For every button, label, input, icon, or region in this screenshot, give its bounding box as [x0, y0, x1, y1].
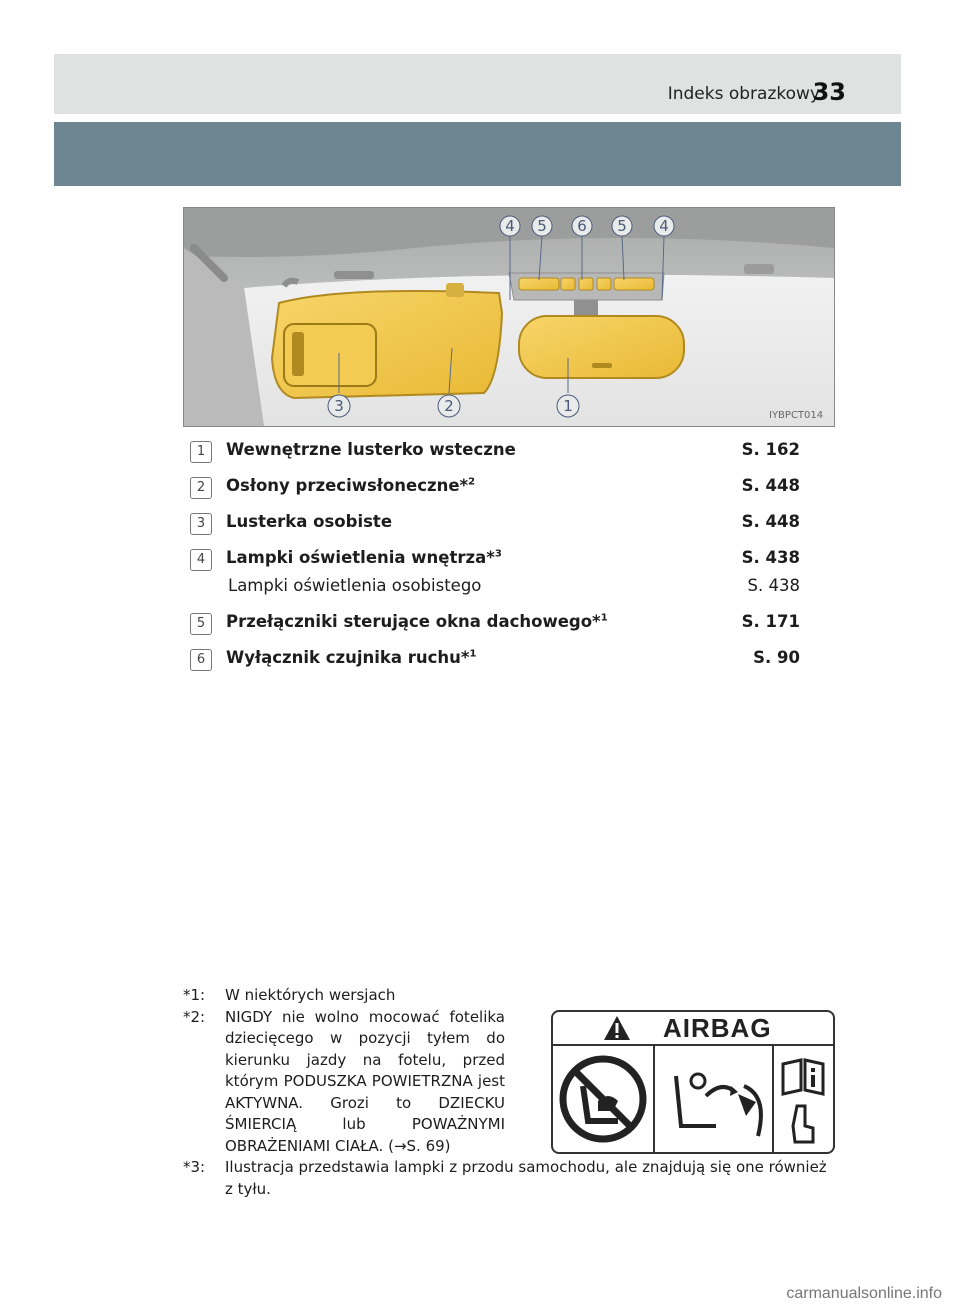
footnote-text: NIGDY nie wolno mocować fotelika dziecięcego w pozycji tyłem do kierunku jazdy na fotelu, przed którym PODUSZKA POWIETRZNA jest AKTYWNA. Grozi to DZIECKU ŚMIERCIĄ lub POWAŻNYMI OBRAŻENIAMI CIAŁA. (→S. 69): [225, 1007, 505, 1155]
svg-text:1: 1: [563, 397, 573, 415]
section-band: [54, 122, 901, 186]
list-item: [190, 644, 810, 672]
list-item: [190, 472, 810, 500]
footnote-text: Ilustracja przedstawia lampki z przodu samochodu, ale znajdują się one również z tyłu.: [225, 1158, 827, 1198]
interior-illustration: [183, 207, 835, 427]
svg-text:3: 3: [334, 397, 344, 415]
no-rear-facing-child-seat-icon: [553, 1046, 655, 1152]
callout-3: [328, 395, 350, 417]
airbag-warning-label: [551, 1010, 835, 1154]
item-label: Wyłącznik czujnika ruchu*$^1$: [226, 648, 477, 667]
item-page[interactable]: S. 438: [741, 548, 800, 567]
item-page[interactable]: S. 448: [741, 512, 800, 531]
callout-1: [557, 395, 579, 417]
svg-text:5: 5: [537, 217, 547, 235]
item-label: Lusterka osobiste: [226, 512, 393, 531]
footnote-mark: *3:: [183, 1158, 206, 1176]
callout-2: [438, 395, 460, 417]
page-number: 33: [812, 78, 846, 106]
svg-text:4: 4: [659, 217, 669, 235]
item-page[interactable]: S. 162: [741, 440, 800, 459]
item-page[interactable]: S. 90: [753, 648, 800, 667]
svg-text:6: 6: [577, 217, 587, 235]
lamp-highlight-right: [614, 278, 654, 290]
footnote-text: W niektórych wersjach: [225, 986, 396, 1004]
footnote-mark: *1:: [183, 986, 206, 1004]
item-page[interactable]: S. 448: [741, 476, 800, 495]
callout-5-left: [532, 216, 552, 236]
airbag-title: AIRBAG: [663, 1013, 772, 1043]
item-label: Wewnętrzne lusterko wsteczne: [226, 440, 516, 459]
list-item: [190, 572, 810, 600]
airbag-header: [553, 1012, 833, 1046]
item-label: Lampki oświetlenia osobistego: [228, 576, 482, 595]
callout-4-right: [654, 216, 674, 236]
item-number: 3: [190, 513, 212, 535]
vanity-mirror-highlight: [284, 324, 376, 386]
item-label: Przełączniki sterujące okna dachowego*$^1$: [226, 612, 608, 631]
seat-airbag-deploy-icon: [656, 1046, 774, 1152]
callout-6: [572, 216, 592, 236]
item-list: [190, 436, 810, 680]
list-item: [190, 544, 810, 572]
item-page[interactable]: S. 438: [747, 576, 800, 595]
list-item: [190, 436, 810, 464]
warning-triangle-icon: [603, 1015, 631, 1041]
footnote-3: [183, 1157, 833, 1200]
rearview-mirror-highlight: [519, 316, 684, 378]
item-number: 4: [190, 549, 212, 571]
item-label: Osłony przeciwsłoneczne*$^2$: [226, 476, 476, 495]
watermark: carmanualsonline.info: [786, 1285, 942, 1302]
footnote-1: [183, 985, 833, 1007]
item-number: 6: [190, 649, 212, 671]
svg-text:5: 5: [617, 217, 627, 235]
svg-text:2: 2: [444, 397, 454, 415]
callout-5-right: [612, 216, 632, 236]
read-manual-icon: [775, 1046, 831, 1152]
item-page[interactable]: S. 171: [741, 612, 800, 631]
roof-switch-highlights: [561, 278, 611, 290]
section-title: Indeks obrazkowy: [667, 84, 820, 104]
callout-4-left: [500, 216, 520, 236]
item-label: Lampki oświetlenia wnętrza*$^3$: [226, 548, 502, 567]
item-number: 1: [190, 441, 212, 463]
list-item: [190, 608, 810, 636]
footnote-mark: *2:: [183, 1007, 206, 1026]
list-item: [190, 508, 810, 536]
item-number: 5: [190, 613, 212, 635]
item-number: 2: [190, 477, 212, 499]
illustration-code: IYBPCT014: [769, 410, 824, 421]
footnote-2: [183, 1007, 505, 1158]
svg-text:4: 4: [505, 217, 515, 235]
